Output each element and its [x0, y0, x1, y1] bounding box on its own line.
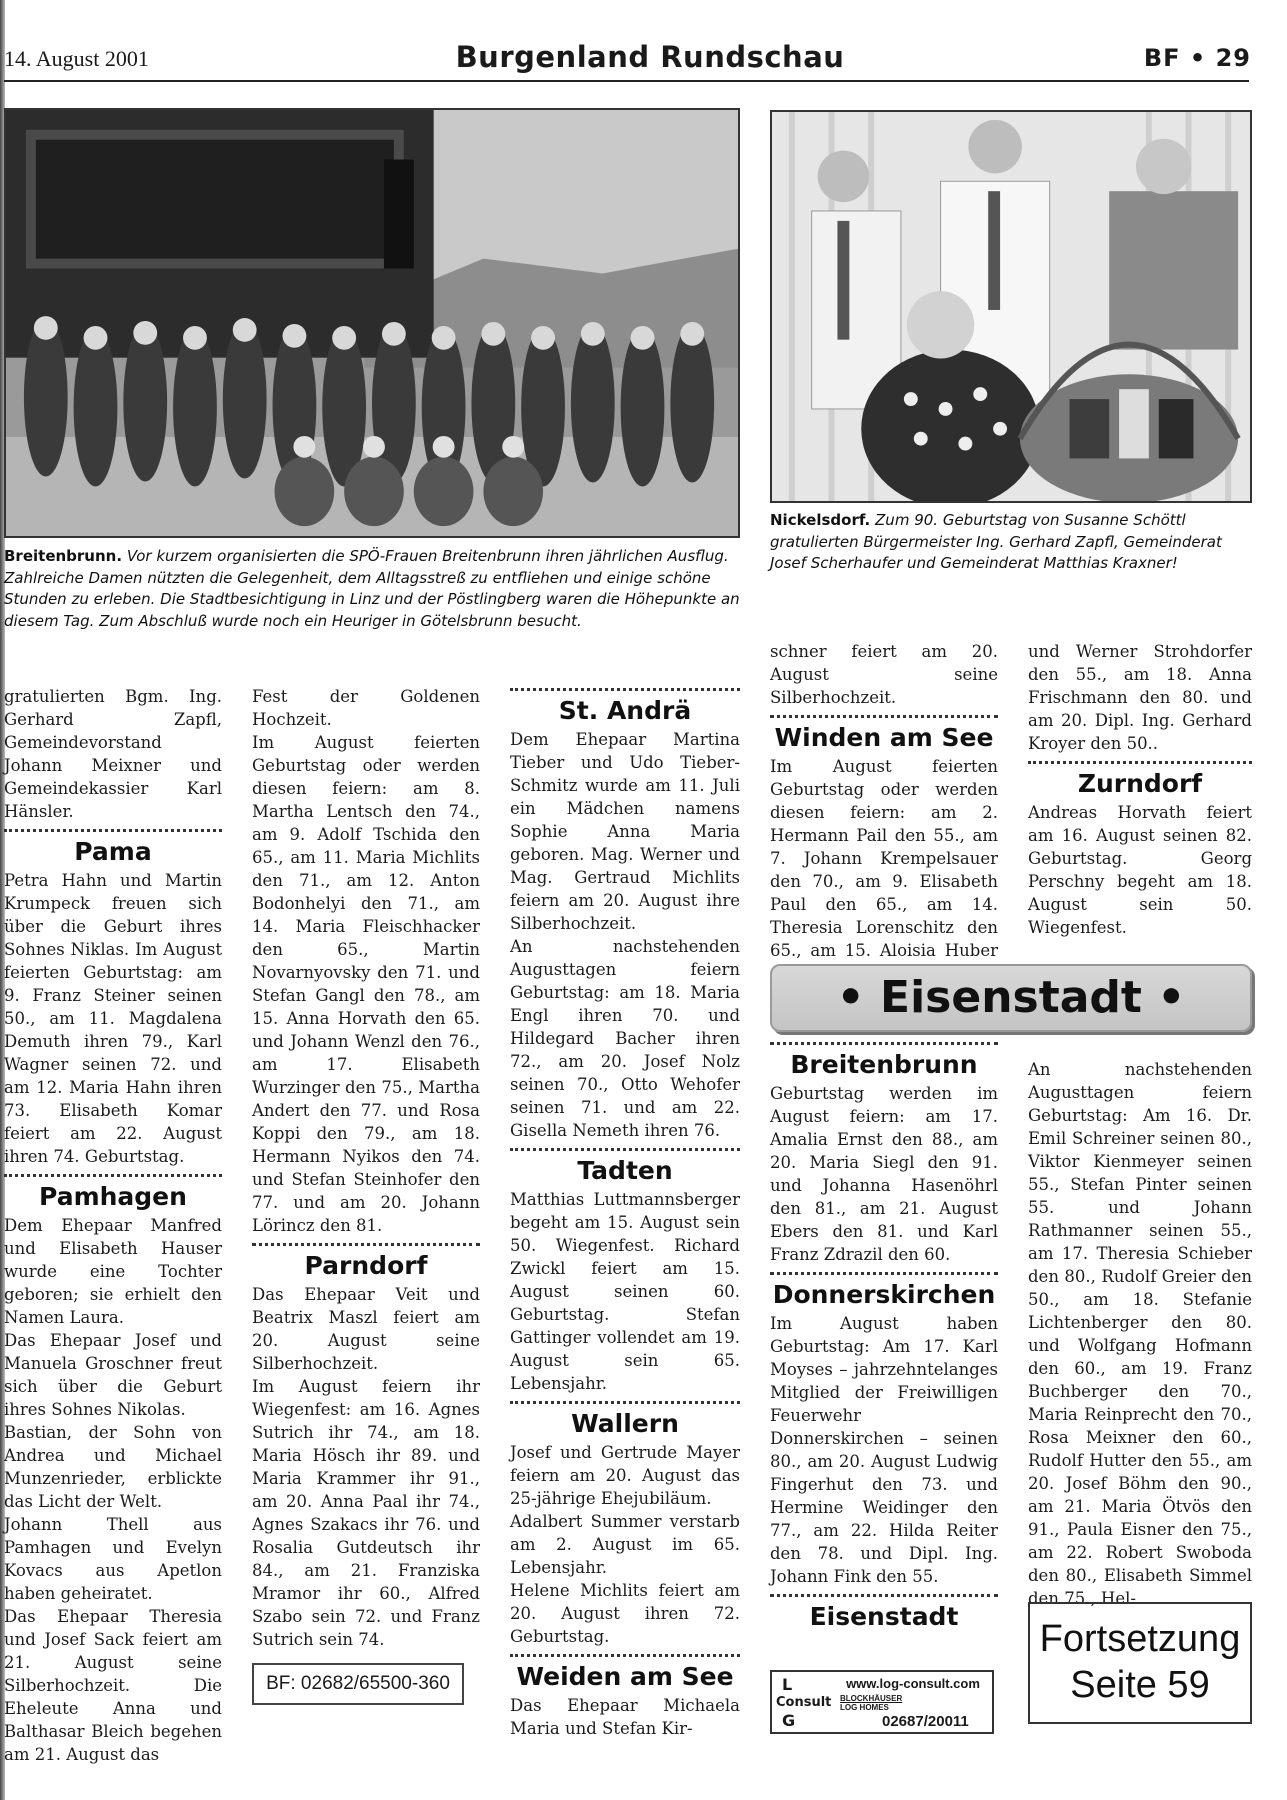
column-3	[510, 688, 740, 1740]
ad-logo-mid: Consult	[776, 1695, 832, 1710]
heading-donnerskirchen: Donnerskirchen	[772, 1280, 996, 1309]
ad-logo	[776, 1676, 834, 1730]
weiden-text: Das Ehepaar Michaela Maria und Stefan Kir-	[510, 1696, 740, 1738]
parndorf-text-1: Das Ehepaar Veit und Beatrix Maszl feiert am 20. August seine Silberhochzeit.	[252, 1285, 480, 1373]
st-andrae-text-1: Dem Ehepaar Martina Tieber und Udo Tieber-Schmitz wurde am 11. Juli ein Mädchen namens Sophie Anna Maria geboren. Mag. Werner und Mag. Gertraud Michlits feiern am 20. August ihre Silberhochzeit.	[510, 730, 740, 933]
heading-pamhagen: Pamhagen	[39, 1182, 187, 1211]
st-andrae-text-2: An nachstehenden Augusttagen feiern Geburtstag: am 18. Maria Engl ihren 70. und Hildegard Bacher ihren 72., am 20. Josef Nolz seinen 70., Otto Wehofer seinen 71. und am 22. Gisella Nemeth ihren 76.	[510, 937, 740, 1140]
heading-st-andrae: St. Andrä	[558, 696, 692, 725]
column-1	[4, 685, 222, 1766]
divider	[770, 1272, 998, 1280]
heading-breitenbrunn: Breitenbrunn	[790, 1050, 978, 1079]
caption-place-nickelsdorf: Nickelsdorf.	[770, 511, 871, 529]
col5-intro: und Werner Strohdorfer den 55., am 18. Anna Frischmann den 80. und am 20. Dipl. Ing. Gerhard Kroyer den 50..	[1028, 642, 1252, 753]
bf-phone-box: BF: 02682/65500-360	[252, 1663, 464, 1705]
col4-intro: schner feiert am 20. August seine Silberhochzeit.	[770, 642, 998, 707]
column-5	[1028, 640, 1252, 939]
wallern-text-1: Josef und Gertrude Mayer feiern am 20. August das 25-jährige Ehejubiläum.	[510, 1443, 740, 1508]
ad-logo-bottom: G	[782, 1711, 796, 1730]
pamhagen-text-5: Das Ehepaar Theresia und Josef Sack feiert am 21. August seine Silberhochzeit. Die Eheleute Anna und Balthasar Bleich begehen am 21. August das	[4, 1607, 222, 1764]
birthday-photo	[770, 110, 1252, 503]
caption-text-nickelsdorf: Zum 90. Geburtstag von Susanne Schöttl gratulierten Bürgermeister Ing. Gerhard Zapfl, Gemeinderat Josef Scherhaufer und Gemeinderat Matthias Kraxner!	[770, 511, 1222, 572]
divider	[252, 1243, 480, 1251]
pamhagen-text-4: Johann Thell aus Pamhagen und Evelyn Kovacs aus Apetlon haben geheiratet.	[4, 1515, 222, 1603]
heading-eisenstadt: Eisenstadt	[809, 1602, 959, 1631]
divider	[510, 1148, 740, 1156]
column-2	[252, 685, 480, 1705]
ad-tagline-1: BLOCKHÄUSER	[840, 1694, 903, 1703]
group-photo-image	[6, 110, 738, 536]
header-rule	[4, 80, 1249, 82]
parndorf-text-2: Im August feiern ihr Wiegenfest: am 16. Agnes Sutrich ihr 74., am 18. Maria Hösch ihr 89. und Maria Krammer ihr 91., am 20. Anna Paal ihr 74., Agnes Szakacs ihr 76. und Rosalia Gutdeutsch ihr 84., am 21. Franziska Mramor ihr 60., Alfred Szabo sein 72. und Franz Sutrich sein 74.	[252, 1377, 480, 1649]
pamhagen-text-3: Bastian, der Sohn von Andrea und Michael Munzenrieder, erblickte das Licht der Welt.	[4, 1423, 222, 1511]
donnerskirchen-text: Im August haben Geburtstag: Am 17. Karl Moyses – jahrzehntelanges Mitglied der Freiwilligen Feuerwehr Donnerskirchen – seinen 80., am 20. August Ludwig Fingerhut den 73. und Hermine Weidinger den 77., am 22. Hilda Reiter den 78. und Dipl. Ing. Johann Fink den 55.	[770, 1314, 998, 1586]
continued-label: Fortsetzung	[1039, 1618, 1241, 1660]
tadten-text: Matthias Luttmannsberger begeht am 15. August sein 50. Wiegenfest. Richard Zwickl feiert am 15. August seinen 60. Geburtstag. Stefan Gattinger vollendet am 19. August sein 65. Lebensjahr.	[510, 1190, 740, 1393]
heading-parndorf: Parndorf	[304, 1251, 428, 1280]
divider	[770, 1594, 998, 1602]
eisenstadt-birthdays: An nachstehenden Augusttagen feiern Geburtstag: Am 16. Dr. Emil Schreiner seinen 80., Viktor Kienmeyer seinen 55., Stefan Pinter seinen 55. und Johann Rathmanner seinen 55., am 17. Theresia Schieber den 80., Rudolf Greier den 50., am 18. Stefanie Lichtenberger den 80. und Wolfgang Hofmann den 60., am 19. Franz Buchberger den 70., Maria Reinprecht den 70., Rosa Meixner den 60., Rudolf Hutter den 55., am 20. Josef Böhm den 90., am 21. Maria Ötvös den 91., Paula Eisner den 75., am 22. Robert Swoboda den 80., Elisabeth Simmel den 75., Hel-	[1028, 1060, 1252, 1608]
continued-page: Seite 59	[1070, 1664, 1210, 1706]
issue-date: 14. August 2001	[4, 46, 149, 71]
group-photo-caption	[4, 546, 740, 632]
heading-winden-am-see: Winden am See	[774, 723, 994, 752]
birthday-photo-caption	[770, 510, 1252, 575]
eisenstadt-banner: • Eisenstadt •	[770, 964, 1252, 1032]
column-5-lower	[1028, 1058, 1252, 1610]
divider	[510, 1654, 740, 1662]
column-4-lower	[770, 1042, 998, 1634]
page-number: BF • 29	[1143, 44, 1251, 72]
divider	[510, 1401, 740, 1409]
caption-place-breitenbrunn: Breitenbrunn.	[4, 547, 123, 565]
winden-text: Im August feierten Geburtstag oder werden diesen feiern: am 2. Hermann Pail den 55., am 7. Johann Krempelsauer den 70., am 9. Elisabeth Paul den 65., am 14. Theresia Lorenschitz den 65., am 15. Aloisia Huber	[770, 757, 998, 960]
caption-text-breitenbrunn: Vor kurzem organisierten die SPÖ-Frauen Breitenbrunn ihren jährlichen Ausflug. Zahlreiche Damen nützten die Gelegenheit, dem Alltagsstreß zu entfliehen und einige schöne Stunden zu erleben. Die Stadtbesichtigung in Linz und der Pöstlingberg waren die Höhepunkte an diesem Tag. Zum Abschluß wurde noch ein Heuriger in Götelsbrunn besucht.	[4, 547, 740, 630]
divider	[770, 715, 998, 723]
group-photo	[4, 108, 740, 538]
heading-wallern: Wallern	[571, 1409, 679, 1438]
divider	[4, 1174, 222, 1182]
ad-logo-top: L	[782, 1675, 793, 1694]
ad-phone: 02687/20011	[882, 1713, 969, 1730]
col2-intro: Fest der Goldenen Hochzeit.	[252, 687, 480, 729]
column-4	[770, 640, 998, 985]
wallern-text-3: Helene Michlits feiert am 20. August ihren 72. Geburtstag.	[510, 1581, 740, 1646]
zurndorf-text: Andreas Horvath feiert am 16. August seinen 82. Geburtstag. Georg Perschny begeht am 18. August sein 50. Wiegenfest.	[1028, 803, 1252, 937]
birthday-photo-image	[772, 112, 1250, 501]
ad-url: www.log-consult.com	[846, 1676, 980, 1691]
divider	[770, 1042, 998, 1050]
heading-tadten: Tadten	[577, 1156, 673, 1185]
divider	[1028, 761, 1252, 769]
col2-birthdays: Im August feierten Geburtstag oder werden diesen feiern: am 8. Martha Lentsch den 74., am 9. Adolf Tschida den 65., am 11. Maria Michlits den 71., am 12. Anton Bodonhelyi den 71., am 14. Maria Fleischhacker den 65., Martin Novarnyovsky den 71. und Stefan Gangl den 78., am 15. Anna Horvath den 65. und Johann Wenzl den 76., am 17. Elisabeth Wurzinger den 75., Martha Andert den 77. und Rosa Koppi den 79., am 18. Hermann Nyikos den 74. und Stefan Steinhofer den 77. und am 20. Johann Lörincz den 81.	[252, 733, 480, 1235]
continued-box	[1028, 1602, 1252, 1724]
divider	[510, 688, 740, 696]
heading-zurndorf: Zurndorf	[1077, 769, 1203, 798]
newspaper-title: Burgenland Rundschau	[455, 40, 845, 74]
breitenbrunn-text: Geburtstag werden im August feiern: am 17. Amalia Ernst den 88., am 20. Maria Siegl den 91. und Johanna Hasenöhrl den 81., am 21. August Ebers den 81. und Karl Franz Zdrazil den 60.	[770, 1084, 998, 1264]
pamhagen-text-2: Das Ehepaar Josef und Manuela Groschner freut sich über die Geburt ihres Sohnes Nikolas.	[4, 1331, 222, 1419]
col1-intro: gratulierten Bgm. Ing. Gerhard Zapfl, Gemeindevorstand Johann Meixner und Gemeindekassier Karl Hänsler.	[4, 687, 222, 821]
heading-pama: Pama	[74, 837, 152, 866]
divider	[4, 829, 222, 837]
ad-tagline-2: LOG HOMES	[840, 1703, 889, 1712]
heading-weiden-am-see: Weiden am See	[516, 1662, 734, 1691]
wallern-text-2: Adalbert Summer verstarb am 2. August im 65. Lebensjahr.	[510, 1512, 740, 1577]
pamhagen-text-1: Dem Ehepaar Manfred und Elisabeth Hauser wurde eine Tochter geboren; sie erhielt den Namen Laura.	[4, 1216, 222, 1327]
log-consult-ad	[770, 1670, 994, 1734]
pama-text: Petra Hahn und Martin Krumpeck freuen sich über die Geburt ihres Sohnes Niklas. Im August feierten Geburtstag: am 9. Franz Steiner seinen 50., am 11. Magdalena Demuth ihren 79., Karl Wagner seinen 72. und am 12. Maria Hahn ihren 73. Elisabeth Komar feiert am 22. August ihren 74. Geburtstag.	[4, 871, 222, 1166]
